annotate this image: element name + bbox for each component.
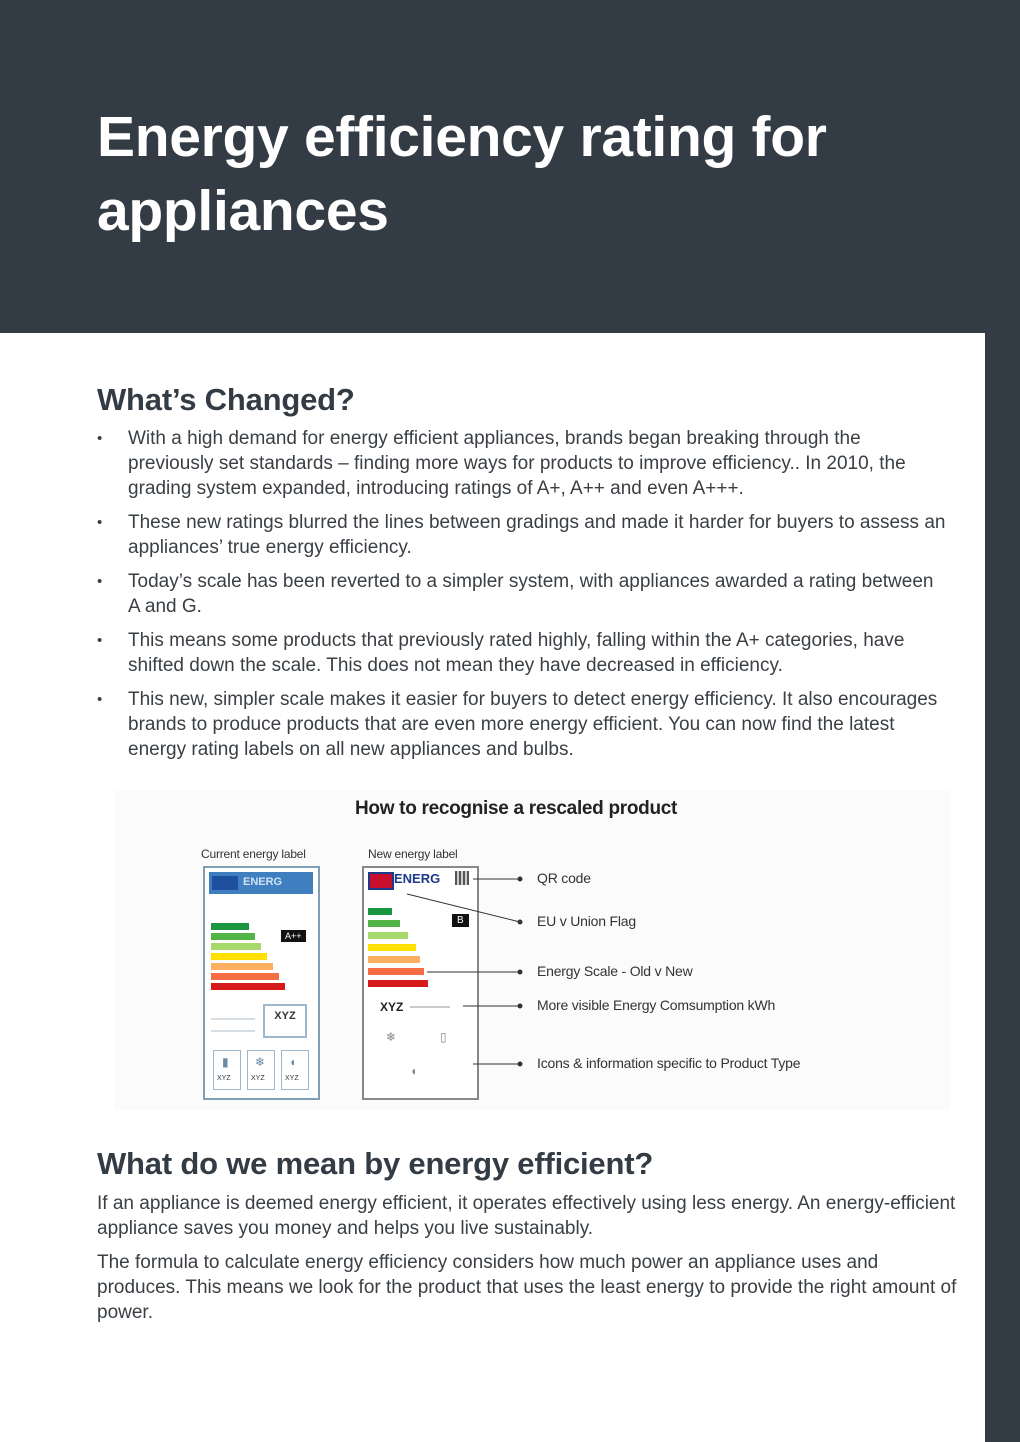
list-item-text: Today’s scale has been reverted to a simpler system, with appliances awarded a rating between A and G. <box>128 571 934 617</box>
icon-code: XYZ <box>285 1075 299 1082</box>
new-label-caption: New energy label <box>368 847 458 861</box>
icon-code: XYZ <box>217 1075 231 1082</box>
bullet-icon: • <box>97 514 103 531</box>
list-item <box>97 569 947 619</box>
energy-brand-text: ENERG <box>243 876 283 888</box>
figure-title: How to recognise a rescaled product <box>355 798 678 819</box>
callout-lines <box>115 790 950 1110</box>
page-title: Energy efficiency rating for appliances <box>97 105 827 243</box>
list-item <box>97 628 947 678</box>
bullet-icon: • <box>97 573 103 590</box>
callout-energy-scale: Energy Scale - Old v New <box>537 963 693 979</box>
fridge-icon: ▮ <box>222 1055 229 1069</box>
section-heading-energy-efficient: What do we mean by energy efficient? <box>97 1146 654 1181</box>
paragraph: The formula to calculate energy efficiency considers how much power an appliance uses and produces. This means we look for the product that uses the least energy to provide the right amount of power. <box>97 1252 957 1323</box>
rating-badge: A++ <box>281 930 306 942</box>
page-header <box>0 0 1020 333</box>
bottle-icon: ▯ <box>440 1030 447 1044</box>
list-item-text: These new ratings blurred the lines between gradings and made it harder for buyers to assess an appliances’ true energy efficiency. <box>128 512 946 558</box>
bullet-icon: • <box>97 632 103 649</box>
energy-brand-text: ENERG <box>394 871 441 886</box>
callout-icons: Icons & information specific to Product Type <box>537 1055 801 1071</box>
section-heading-whats-changed: What’s Changed? <box>97 382 355 417</box>
callout-consumption: More visible Energy Comsumption kWh <box>537 997 776 1013</box>
snowflake-icon: ❄ <box>255 1055 266 1069</box>
snowflake-icon: ❄ <box>386 1030 397 1044</box>
bullet-icon: • <box>97 430 103 447</box>
list-item-text: With a high demand for energy efficient appliances, brands began breaking through the previously set standards – finding more ways for products to improve efficiency.. In 2010, the grading system expanded, introducing ratings of A+, A++ and even A+++. <box>128 428 906 499</box>
rating-badge: B <box>452 914 469 927</box>
list-item <box>97 426 947 501</box>
list-item-text: This means some products that previously rated highly, falling within the A+ categories, have shifted down the scale. This does not mean they have decreased in efficiency. <box>128 630 905 676</box>
rescaled-product-figure <box>115 790 950 1110</box>
side-strip <box>985 333 1020 1442</box>
bullet-list <box>97 426 947 771</box>
model-text: XYZ <box>380 1000 404 1014</box>
icon-code: XYZ <box>251 1075 265 1082</box>
list-item <box>97 687 947 762</box>
current-label-caption: Current energy label <box>201 847 306 861</box>
model-text: XYZ <box>274 1010 296 1022</box>
bullet-icon: • <box>97 691 103 708</box>
sound-icon: ◖ <box>410 1064 418 1078</box>
list-item-text: This new, simpler scale makes it easier for buyers to detect energy efficiency. It also encourages brands to produce products that are even more energy efficient. You can now find the latest energy rating labels on all new appliances and bulbs. <box>128 689 938 760</box>
paragraph: If an appliance is deemed energy efficient, it operates effectively using less energy. An energy-efficient appliance saves you money and helps you live sustainably. <box>97 1193 956 1239</box>
callout-eu-flag: EU v Union Flag <box>537 913 636 929</box>
sound-icon: ◖ <box>289 1055 297 1069</box>
list-item <box>97 510 947 560</box>
callout-qr-code: QR code <box>537 870 591 886</box>
